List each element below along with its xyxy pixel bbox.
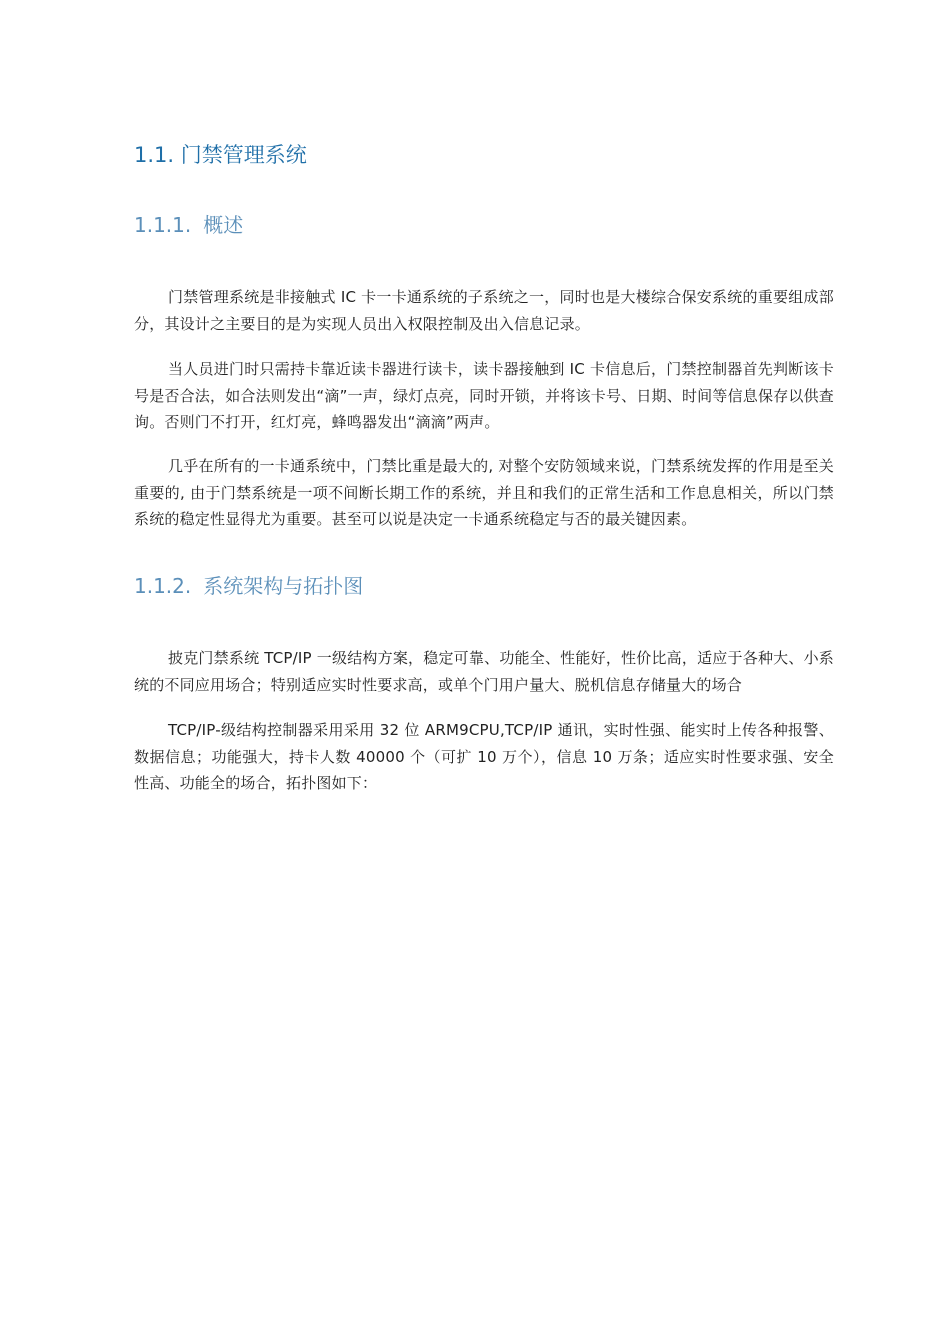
heading-overview-title: 概述 <box>203 213 244 237</box>
heading-architecture-title: 系统架构与拓扑图 <box>203 574 364 598</box>
heading-architecture-number: 1.1.2. <box>134 574 192 598</box>
paragraph-overview-3: 几乎在所有的一卡通系统中，门禁比重是最大的, 对整个安防领域来说，门禁系统发挥的作用是至关重要的, 由于门禁系统是一项不间断长期工作的系统，并且和我们的正常生活和工作息息相关，所以门禁系统的稳定性显得尤为重要。甚至可以说是决定一卡通系统稳定与否的最关键因素。 <box>134 457 834 528</box>
heading-access-control-system: 1.1. 门禁管理系统 <box>134 143 307 167</box>
paragraph-architecture-2: TCP/IP-级结构控制器采用采用 32 位 ARM9CPU,TCP/IP 通讯，实时性强、能实时上传各种报警、数据信息；功能强大，持卡人数 40000 个（可扩 10 万个），信息 10 万条；适应实时性要求强、安全性高、功能全的场合，拓扑图如下： <box>134 721 834 792</box>
paragraph-overview-2: 当人员进门时只需持卡靠近读卡器进行读卡，读卡器接触到 IC 卡信息后，门禁控制器首先判断该卡号是否合法，如合法则发出“滴”一声，绿灯点亮，同时开锁，并将该卡号、日期、时间等信息保存以供查询。否则门不打开，红灯亮，蜂鸣器发出“滴滴”两声。 <box>134 360 834 431</box>
paragraph-overview-1: 门禁管理系统是非接触式 IC 卡一卡通系统的子系统之一，同时也是大楼综合保安系统的重要组成部分，其设计之主要目的是为实现人员出入权限控制及出入信息记录。 <box>134 288 834 333</box>
heading-architecture <box>134 571 363 601</box>
heading-overview-number: 1.1.1. <box>134 213 192 237</box>
heading-overview <box>134 210 243 240</box>
paragraph-architecture-1: 披克门禁系统 TCP/IP 一级结构方案，稳定可靠、功能全、性能好，性价比高，适应于各种大、小系统的不同应用场合；特别适应实时性要求高，或单个门用户量大、脱机信息存储量大的场合 <box>134 649 834 694</box>
